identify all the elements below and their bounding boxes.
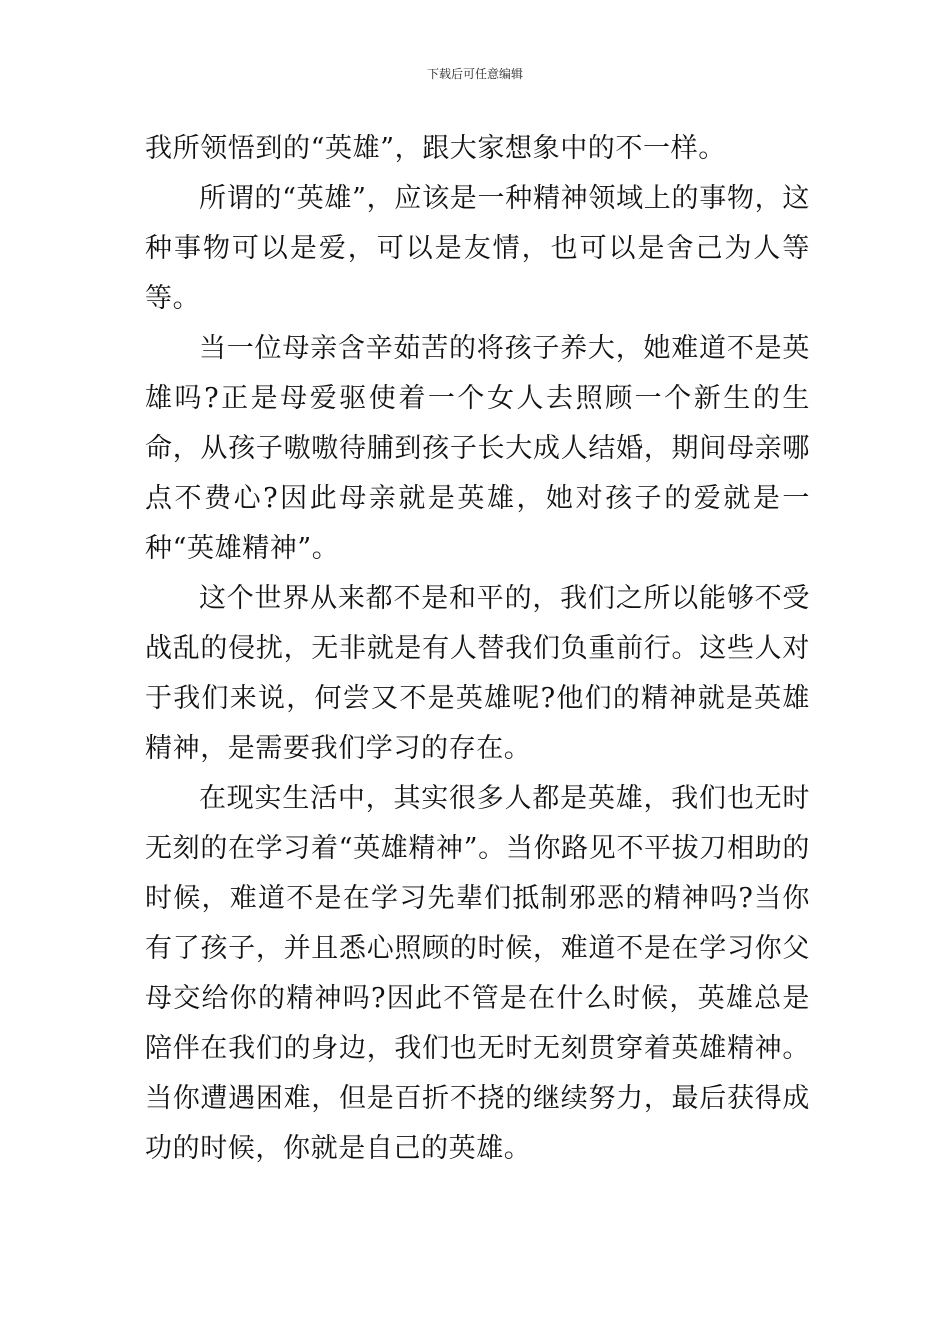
paragraph-5: 在现实生活中，其实很多人都是英雄，我们也无时无刻的在学习着“英雄精神”。当你路见不平拔刀相助的时候，难道不是在学习先辈们抵制邪恶的精神吗?当你有了孩子，并且悉心照顾的时候，难道不是在学习你父母交给你的精神吗?因此不管是在什么时候，英雄总是陪伴在我们的身边，我们也无时无刻贯穿着英雄精神。当你遭遇困难，但是百折不挠的继续努力，最后获得成功的时候，你就是自己的英雄。: [145, 783, 810, 1164]
document-body: [145, 124, 810, 1174]
paragraph-2: 所谓的“英雄”，应该是一种精神领域上的事物，这种事物可以是爱，可以是友情，也可以是舍己为人等等。: [145, 183, 810, 314]
paragraph-1: 我所领悟到的“英雄”，跟大家想象中的不一样。: [145, 133, 726, 164]
paragraph-4: 这个世界从来都不是和平的，我们之所以能够不受战乱的侵扰，无非就是有人替我们负重前行。这些人对于我们来说，何尝又不是英雄呢?他们的精神就是英雄精神，是需要我们学习的存在。: [145, 583, 810, 764]
paragraph-3: 当一位母亲含辛茹苦的将孩子养大，她难道不是英雄吗?正是母爱驱使着一个女人去照顾一个新生的生命，从孩子嗷嗷待脯到孩子长大成人结婚，期间母亲哪点不费心?因此母亲就是英雄，她对孩子的爱就是一种“英雄精神”。: [145, 333, 810, 564]
page-header: 下载后可任意编辑: [426, 67, 523, 81]
